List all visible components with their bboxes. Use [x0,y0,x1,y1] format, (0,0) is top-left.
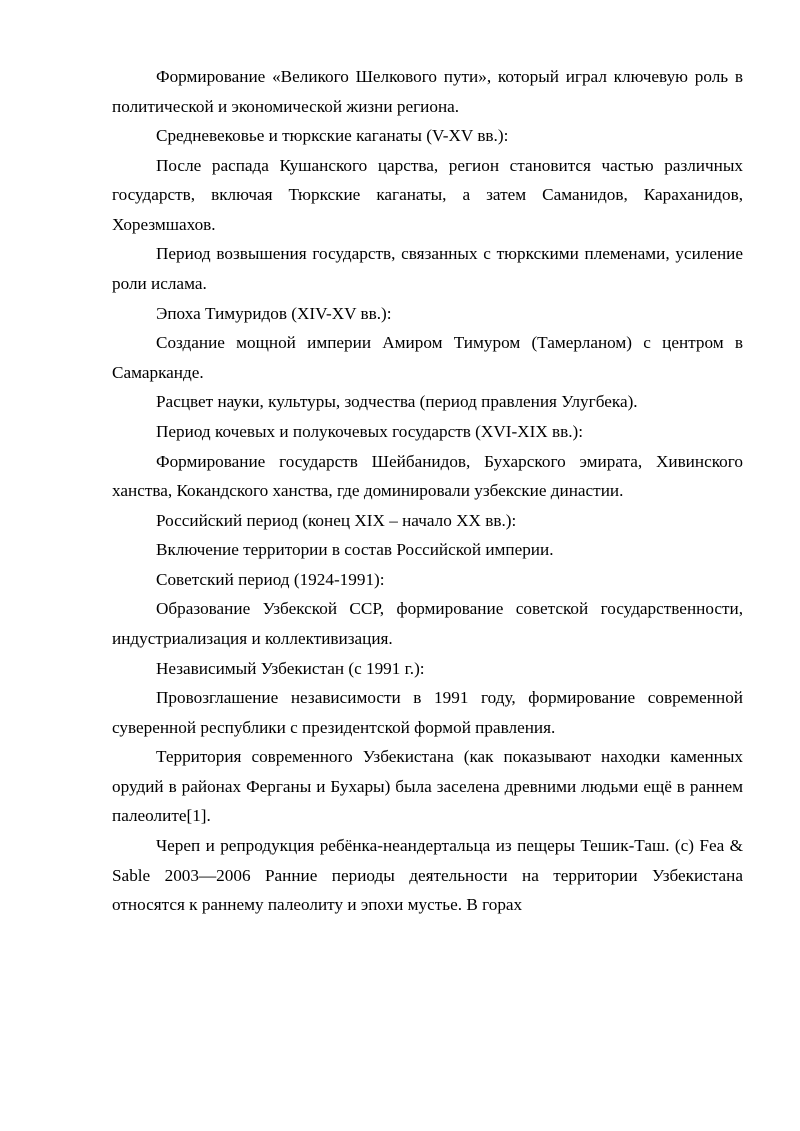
paragraph: Образование Узбекской ССР, формирование советской государственности, индустриализация и коллективизация. [112,599,743,648]
paragraph: Череп и репродукция ребёнка-неандертальца из пещеры Тешик-Таш. (с) Fea & Sable 2003—2006 Ранние периоды деятельности на территории Узбекистана относятся к раннему палеолиту и эпохи мустье. В горах [112,836,743,915]
paragraph: Провозглашение независимости в 1991 году, формирование современной суверенной республики с президентской формой правления. [112,688,743,737]
paragraph: Формирование государств Шейбанидов, Бухарского эмирата, Хивинского ханства, Кокандского ханства, где доминировали узбекские династии. [112,451,743,501]
paragraph: Включение территории в состав Российской империи. [156,540,554,560]
paragraph: Формирование «Великого Шелкового пути», который играл ключевую роль в политической и экономической жизни региона. [112,67,743,116]
paragraph: Территория современного Узбекистана (как показывают находки каменных орудий в районах Ферганы и Бухары) была заселена древними людьми ещё в раннем палеолите[1]. [112,747,743,826]
paragraph: Независимый Узбекистан (с 1991 г.): [156,658,425,678]
paragraph: Создание мощной империи Амиром Тимуром (Тамерланом) с центром в Самарканде. [112,333,743,382]
paragraph: Период кочевых и полукочевых государств (XVI-XIX вв.): [156,421,584,441]
paragraph: Советский период (1924-1991): [156,569,385,589]
paragraph: Расцвет науки, культуры, зодчества (период правления Улугбека). [156,392,638,412]
paragraph: Средневековье и тюркские каганаты (V-XV вв.): [156,126,509,146]
document-body [112,62,743,920]
paragraph: Российский период (конец XIX – начало XX вв.): [156,510,517,530]
paragraph: После распада Кушанского царства, регион становится частью различных государств, включая Тюркские каганаты, а затем Саманидов, Караханидов, Хорезмшахов. [112,155,743,234]
paragraph: Период возвышения государств, связанных с тюркскими племенами, усиление роли ислама. [112,244,743,294]
paragraph: Эпоха Тимуридов (XIV-XV вв.): [156,303,392,323]
